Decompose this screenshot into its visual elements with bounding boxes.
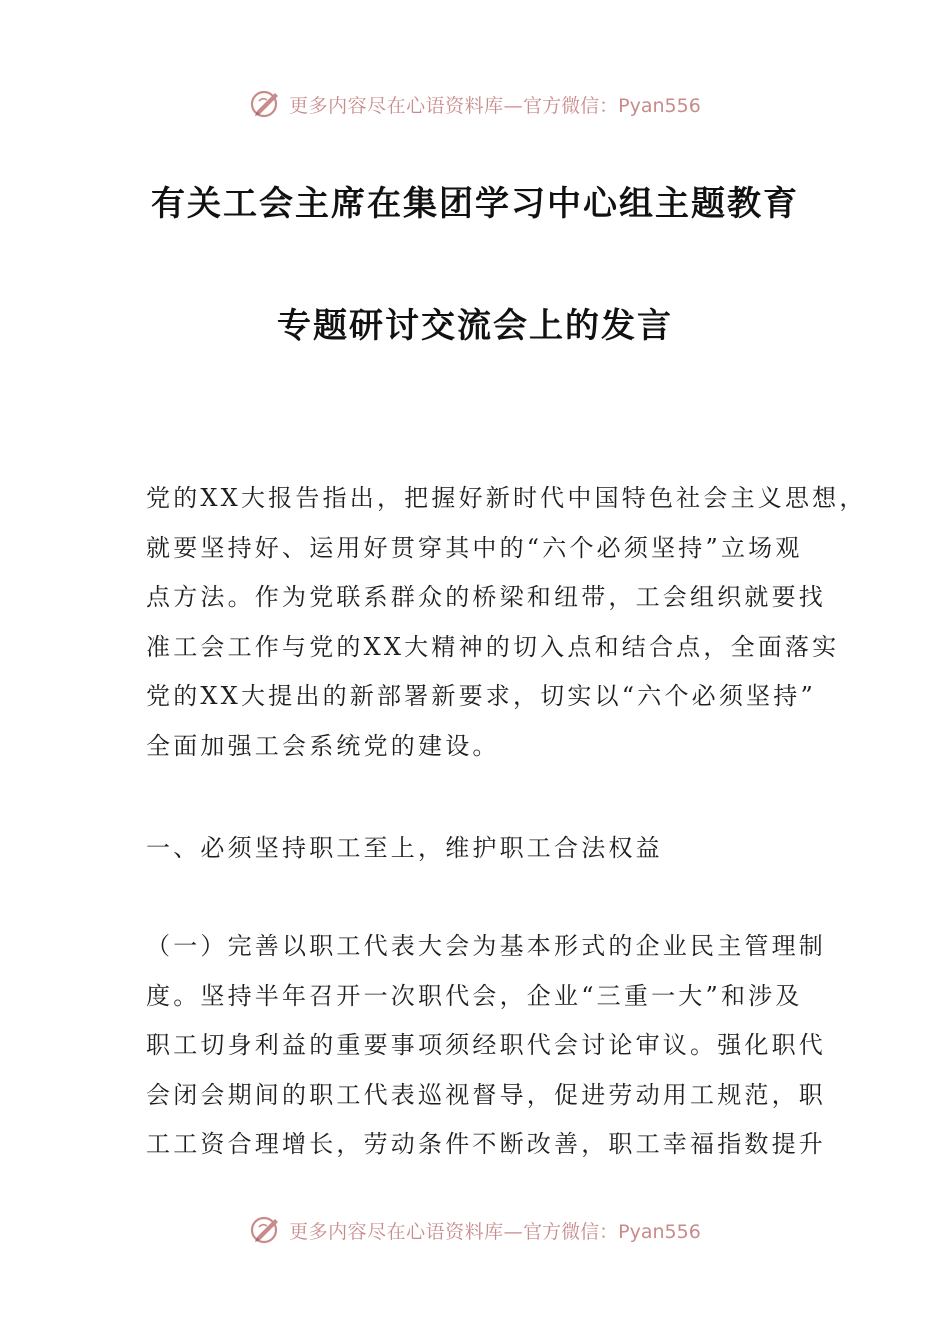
document-title-line-2: 专题研讨交流会上的发言 (277, 306, 673, 346)
paragraph-line: 全面加强工会系统党的建设。 (146, 731, 500, 760)
paragraph-line: 就要坚持好、运用好贯穿其中的“六个必须坚持”立场观 (146, 533, 803, 562)
section-1-paragraph (146, 922, 826, 1170)
watermark-header (0, 84, 950, 124)
paragraph-line: 度。坚持半年召开一次职代会，企业“三重一大”和涉及 (146, 981, 803, 1010)
document-title-line-1: 有关工会主席在集团学习中心组主题教育 (151, 184, 799, 224)
paragraph-line: 点方法。作为党联系群众的桥梁和纽带，工会组织就要找 (146, 583, 826, 611)
watermark-text: 更多内容尽在心语资料库— (289, 94, 524, 117)
paragraph-line: 党的XX大提出的新部署新要求，切实以“六个必须坚持” (146, 682, 816, 710)
paragraph-line: 准工会工作与党的XX大精神的切入点和结合点，全面落实 (146, 632, 840, 661)
paragraph-line: 职工切身利益的重要事项须经职代会讨论审议。强化职代 (146, 1031, 826, 1059)
paragraph-line: 工工资合理增长，劳动条件不断改善，职工幸福指数提升 (146, 1130, 826, 1158)
watermark-footer (0, 1210, 950, 1250)
pen-logo-icon (249, 87, 283, 121)
paragraph-line: 党的XX大报告指出，把握好新时代中国特色社会主义思想， (146, 484, 867, 512)
watermark-text: 更多内容尽在心语资料库— (289, 1220, 524, 1243)
pen-logo-icon (249, 1213, 283, 1247)
paragraph-line: （一）完善以职工代表大会为基本形式的企业民主管理制 (146, 932, 826, 960)
section-1-heading (146, 824, 816, 874)
heading-text: 一、必须坚持职工至上，维护职工合法权益 (146, 834, 663, 862)
watermark-wechat: 官方微信：Pyan556 (523, 1220, 701, 1243)
watermark-wechat: 官方微信：Pyan556 (523, 94, 701, 117)
paragraph-line: 会闭会期间的职工代表巡视督导，促进劳动用工规范，职 (146, 1080, 826, 1109)
intro-paragraph (146, 474, 867, 771)
